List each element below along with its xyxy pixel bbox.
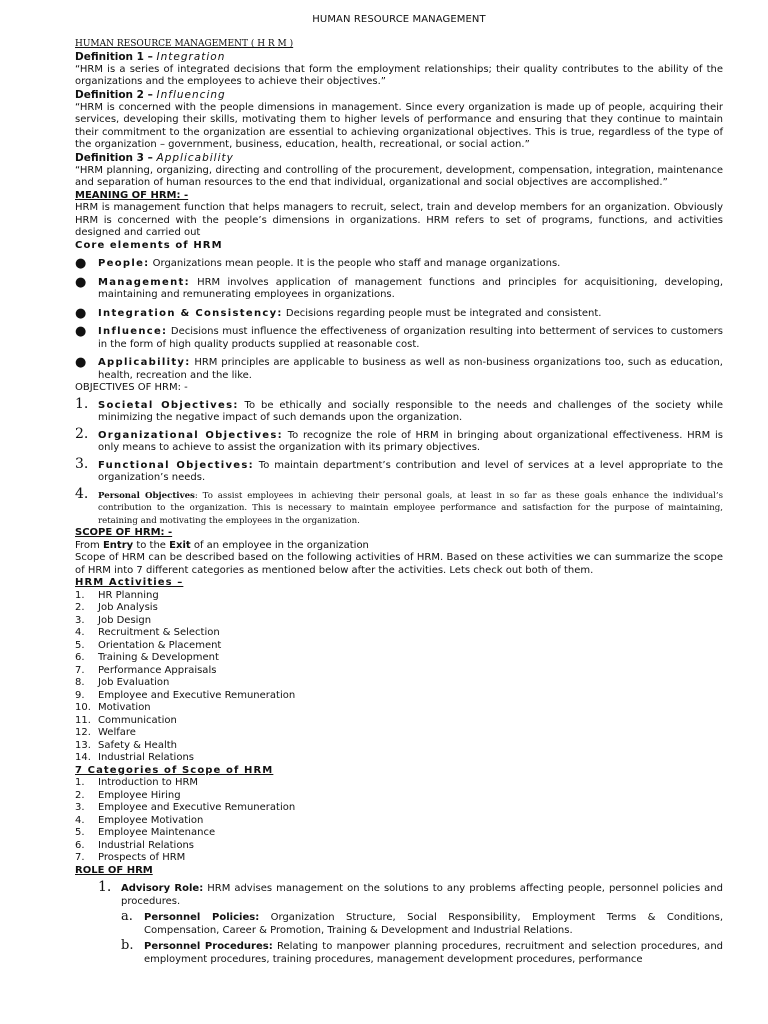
list-item: b. Personnel Procedures: Relating to manpower planning procedures, recruitment and selection procedures, and employment procedures, training procedures, management development procedures, performance	[121, 938, 723, 965]
bullet-icon: ●	[75, 274, 87, 290]
list-item: 2. Organizational Objectives: To recognize the role of HRM in bringing about organizational effectiveness. HRM is only means to achieve to assist the organization with its primary objectives.	[75, 425, 723, 453]
definition-2-text: “HRM is concerned with the people dimensions in management. Since every organization is made up of people, acquiring their services, developing their skills, motivating them to higher levels of performance and ensuring that they continue to maintain their commitment to the organization are essential to achieving organizational objectives. This is true, regardless of the type of the organization – government, business, education, health, recreational, or social action.”	[75, 101, 723, 150]
list-item: ● People: Organizations mean people. It is the people who staff and manage organizations.	[75, 256, 561, 271]
objectives-heading: OBJECTIVES OF HRM: -	[75, 382, 188, 393]
bullet-icon: ●	[75, 305, 87, 321]
list-item: 2. Job Analysis	[75, 602, 158, 613]
definition-1-text: “HRM is a series of integrated decisions that form the employment relationships; their quality contributes to the ability of the organizations and the employees to achieve their objectives.”	[75, 63, 723, 87]
definition-1-heading: Definition 1 – Integration	[75, 50, 226, 63]
bullet-icon: ●	[75, 355, 87, 370]
list-item: 7. Prospects of HRM	[75, 852, 186, 863]
list-item: a. Personnel Policies: Organization Structure, Social Responsibility, Employment Terms & Conditions, Compensation, Career & Promotion, Training & Development and Industrial Relations.	[121, 909, 723, 936]
role-heading: ROLE OF HRM	[75, 864, 153, 876]
list-item: 6. Training & Development	[75, 652, 219, 663]
list-item: 1. Advisory Role: HRM advises management on the solutions to any problems affecting people, personnel policies and procedures.	[98, 879, 723, 907]
list-item: 5. Employee Maintenance	[75, 827, 216, 838]
core-elements-heading: Core elements of HRM	[75, 239, 223, 251]
list-item: 3. Functional Objectives: To maintain department’s contribution and level of services at a level appropriate to the organization’s needs.	[75, 455, 723, 483]
definition-3-text: “HRM planning, organizing, directing and controlling of the procurement, development, compensation, integration, maintenance and separation of human resources to the end that individual, organizational and social objectives are accomplished.”	[75, 164, 723, 188]
activities-list	[75, 590, 723, 765]
definition-3-heading: Definition 3 – Applicability	[75, 151, 234, 164]
categories-list	[75, 777, 723, 865]
list-item: 1. Societal Objectives: To be ethically and socially responsible to the needs and challenges of the society while minimizing the negative impact of such demands upon the organization.	[75, 395, 723, 423]
definition-2-heading: Definition 2 – Influencing	[75, 88, 226, 101]
list-item: ● Management: HRM involves application of management functions and principles for acquisitioning, developing, maintaining and remunerating employees in organizations.	[75, 274, 723, 300]
scope-line: From Entry to the Exit of an employee in the organization	[75, 539, 369, 551]
scope-heading: SCOPE OF HRM: -	[75, 527, 173, 538]
core-elements-list	[75, 258, 723, 382]
activities-heading: HRM Activities –	[75, 577, 184, 588]
bullet-icon: ●	[75, 256, 87, 271]
main-heading: HUMAN RESOURCE MANAGEMENT ( H R M )	[75, 39, 294, 49]
list-item: 4. Personal Objectives: To assist employees in achieving their personal goals, at least in so far as these goals enhance the individual’s contribution to the organization. This is necessary to maintain employee performance and satisfaction for the purpose of maintaining, retaining and motivating the employees in the organization.	[75, 485, 723, 526]
document-page	[75, 14, 723, 966]
list-item: ● Applicability: HRM principles are applicable to business as well as non-business organizations too, such as education, health, recreation and the like.	[75, 355, 723, 381]
categories-heading: 7 Categories of Scope of HRM	[75, 764, 274, 776]
list-item: 6. Industrial Relations	[75, 839, 195, 851]
list-item: 4. Employee Motivation	[75, 814, 204, 826]
meaning-heading: MEANING OF HRM: -	[75, 189, 189, 201]
list-item: 5. Orientation & Placement	[75, 639, 222, 651]
list-item: 12. Welfare	[75, 727, 136, 738]
list-item: 7. Performance Appraisals	[75, 664, 217, 676]
bullet-icon: ●	[75, 324, 87, 339]
list-item: 1. HR Planning	[75, 589, 159, 601]
list-item: 1. Introduction to HRM	[75, 777, 199, 788]
list-item: 9. Employee and Executive Remuneration	[75, 689, 296, 701]
list-item: 2. Employee Hiring	[75, 789, 181, 801]
list-item: ● Influence: Decisions must influence the effectiveness of organization resulting into betterment of services to customers in the form of high quality products supplied at reasonable cost.	[75, 324, 723, 350]
list-item: 14. Industrial Relations	[75, 752, 195, 763]
list-item: 3. Job Design	[75, 614, 152, 626]
meaning-text: HRM is management function that helps managers to recruit, select, train and develop members for an organization. Obviously HRM is concerned with the people’s dimensions in organizations. HRM refers to set of programs, functions, and activities designed and carried out	[75, 202, 723, 238]
list-item: 4. Recruitment & Selection	[75, 627, 220, 638]
role-list	[98, 879, 723, 908]
page-header: HUMAN RESOURCE MANAGEMENT	[312, 14, 486, 25]
list-item: 8. Job Evaluation	[75, 677, 170, 688]
list-item: 11. Communication	[75, 714, 177, 726]
role-sub-list	[121, 909, 723, 966]
scope-text: Scope of HRM can be described based on the following activities of HRM. Based on these activities we can summarize the scope of HRM into 7 different categories as mentioned below after the activities. Lets check out both of them.	[75, 552, 723, 576]
objectives-list	[75, 395, 723, 528]
list-item: 10. Motivation	[75, 702, 151, 713]
list-item: ● Integration & Consistency: Decisions regarding people must be integrated and consistent.	[75, 305, 602, 321]
list-item: 3. Employee and Executive Remuneration	[75, 802, 296, 813]
list-item: 13. Safety & Health	[75, 739, 177, 751]
